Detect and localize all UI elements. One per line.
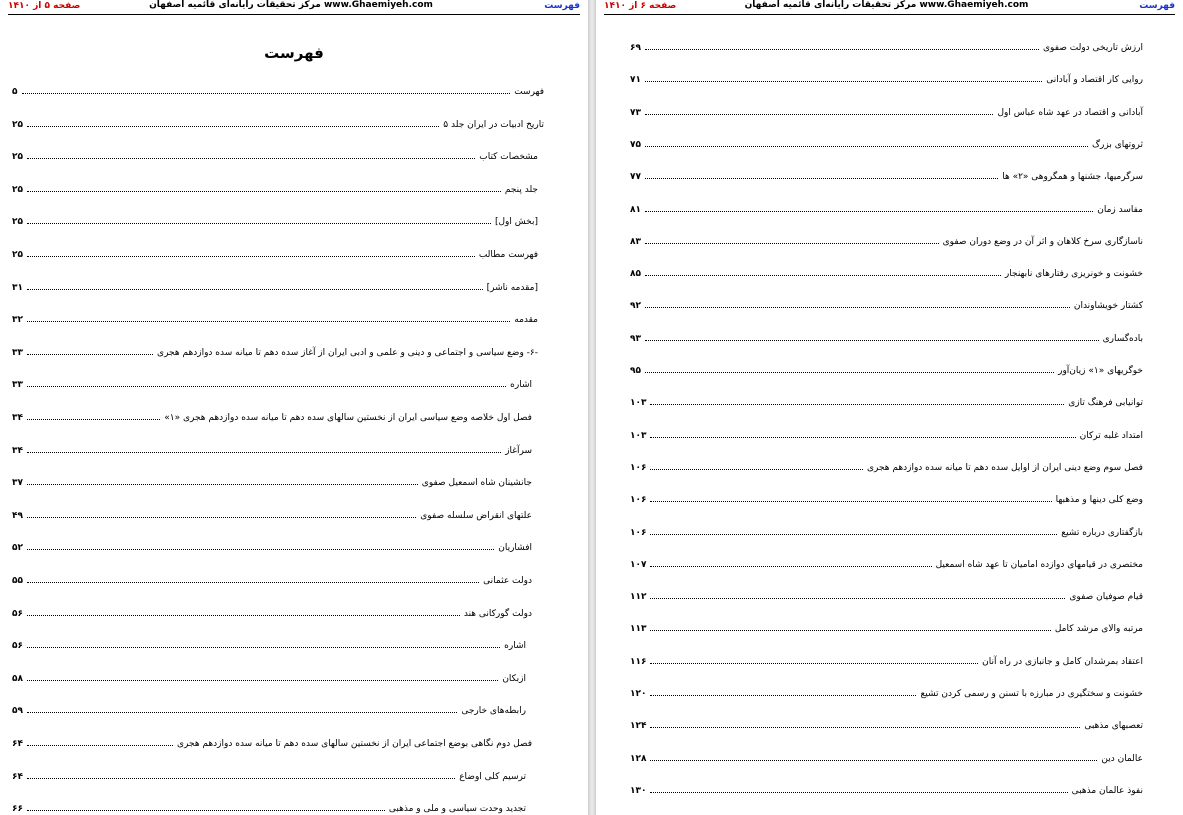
toc-entry-title: افشاریان [498, 543, 532, 554]
toc-entry[interactable] [630, 297, 1143, 311]
section-link[interactable]: فهرست [1139, 1, 1175, 11]
leader-dots [645, 243, 939, 244]
toc-entry-page: ۱۰۳ [630, 430, 647, 441]
leader-dots [645, 146, 1088, 147]
toc-entry[interactable] [12, 83, 544, 97]
toc-entry-page: ۳۳ [12, 380, 23, 391]
toc-entry[interactable] [12, 539, 544, 553]
toc-entry-page: ۱۰۶ [630, 527, 647, 538]
toc-entry-title: کشتار خویشاوندان [1073, 301, 1143, 312]
leader-dots [27, 582, 479, 583]
leader-dots [22, 93, 511, 94]
leader-dots [27, 745, 173, 746]
toc-entry-page: ۵۹ [12, 706, 23, 717]
leader-dots [27, 517, 416, 518]
toc-entry-page: ۲۵ [12, 217, 23, 228]
leader-dots [650, 501, 1051, 502]
toc-entry-title: سرگرمیها، جشنها و همگروهی «۲» ها [1002, 172, 1143, 183]
toc-entry-title: اشاره [504, 641, 526, 652]
toc-entry[interactable] [630, 233, 1143, 247]
toc-entry-title: امتداد غلبه ترکان [1079, 430, 1143, 441]
leader-dots [645, 211, 1093, 212]
toc-entry-page: ۵۵ [12, 576, 23, 586]
leader-dots [27, 778, 455, 779]
toc-entry-page: ۵ [12, 87, 18, 97]
leader-dots [650, 566, 931, 567]
toc-entry-title: مرتبه والای مرشد کامل [1054, 624, 1143, 635]
toc-entry[interactable] [630, 362, 1143, 376]
leader-dots [27, 810, 385, 811]
toc-entry[interactable] [630, 524, 1143, 538]
toc-entry-title: مفاسد زمان [1097, 204, 1143, 215]
toc-entry[interactable] [630, 168, 1143, 182]
toc-entry-page: ۳۴ [12, 413, 23, 423]
toc-entry[interactable] [630, 459, 1143, 473]
toc-entry-title: ترسیم کلی اوضاع [459, 771, 526, 782]
toc-entry[interactable] [12, 344, 544, 358]
leader-dots [27, 615, 460, 616]
toc-entry-page: ۱۲۴ [630, 721, 647, 732]
toc-entry[interactable] [630, 750, 1143, 764]
toc-entry-page: ۵۸ [12, 673, 23, 684]
leader-dots [650, 760, 1097, 761]
toc-entry-title: خوگریهای «۱» زیان‌آور [1058, 366, 1143, 376]
leader-dots [650, 534, 1057, 535]
toc-entry-page: ۲۵ [12, 152, 23, 163]
site-url[interactable]: www.Ghaemiyeh.com [919, 0, 1029, 10]
toc-entry[interactable] [12, 474, 544, 488]
toc-entry[interactable] [630, 685, 1143, 699]
toc-entry-title: قیام صوفیان صفوی [1069, 592, 1143, 603]
toc-entry-title: فصل سوم وضع دینی ایران از اوایل سده دهم تا میانه سده دوازدهم هجری [866, 462, 1143, 473]
page-header [596, 0, 1183, 14]
toc-entry-title: تجدید وحدت سیاسی و ملی و مذهبی [388, 804, 526, 815]
toc-entry-title: جانشینان شاه اسمعیل صفوی [421, 478, 532, 489]
toc-entry[interactable] [12, 702, 544, 716]
leader-dots [645, 340, 1099, 341]
toc-entry[interactable] [12, 800, 544, 814]
toc-entry-page: ۹۳ [630, 333, 641, 344]
toc-entry-page: ۱۰۶ [630, 462, 647, 473]
toc-entry-title: ازبکان [502, 673, 526, 684]
toc-entry[interactable] [12, 670, 544, 684]
leader-dots [650, 695, 916, 696]
toc-entry-page: ۸۵ [630, 269, 641, 280]
toc-entry-title: علتهای انقراض سلسله صفوی [420, 510, 532, 521]
leader-dots [27, 191, 501, 192]
toc-entry[interactable] [12, 246, 544, 260]
toc-entry-title: باده‌گساری [1102, 333, 1143, 344]
leader-dots [645, 114, 993, 115]
toc-entry-title: مشخصات کتاب [479, 152, 538, 163]
toc-entry[interactable] [630, 782, 1143, 796]
toc-entry-title: رابطه‌های خارجی [461, 706, 526, 717]
toc-entry-page: ۶۹ [630, 43, 641, 53]
toc-entry[interactable] [630, 71, 1143, 85]
toc-entry-page: ۵۶ [12, 608, 23, 619]
toc-entry[interactable] [12, 409, 544, 423]
toc-entry[interactable] [630, 427, 1143, 441]
toc-entry-title: وضع کلی دینها و مذهبها [1055, 495, 1143, 506]
page-header [0, 0, 588, 14]
left-page [0, 0, 588, 815]
leader-dots [27, 680, 498, 681]
toc-entry-title: بازگفتاری درباره تشیع [1061, 527, 1143, 538]
toc-entry-page: ۷۵ [630, 139, 641, 150]
toc-entry-page: ۱۲۸ [630, 753, 647, 764]
toc-entry-title: نفوذ عالمان مذهبی [1071, 785, 1143, 796]
leader-dots [650, 663, 978, 664]
toc-entry[interactable] [12, 637, 544, 651]
right-page [596, 0, 1183, 815]
leader-dots [650, 630, 1050, 631]
toc-entry-page: ۱۰۳ [630, 398, 647, 409]
leader-dots [27, 386, 506, 387]
toc-entry-title: تعصبهای مذهبی [1084, 721, 1143, 732]
toc-entry[interactable] [12, 279, 544, 293]
header-divider [8, 14, 580, 15]
toc-entry[interactable] [630, 201, 1143, 215]
leader-dots [645, 178, 998, 179]
toc-entry-page: ۹۲ [630, 301, 641, 312]
toc-entry[interactable] [12, 213, 544, 227]
leader-dots [27, 647, 500, 648]
toc-entry[interactable] [630, 588, 1143, 602]
leader-dots [650, 727, 1080, 728]
leader-dots [645, 307, 1070, 308]
leader-dots [27, 354, 153, 355]
leader-dots [650, 792, 1067, 793]
page-number: صفحه ۵ از ۱۴۱۰ [8, 1, 81, 11]
leader-dots [650, 469, 862, 470]
toc-entry-title: اعتقاد بمرشدان کامل و جانبازی در راه آنان [982, 656, 1143, 667]
header-center [596, 0, 1183, 10]
toc-entry[interactable] [630, 39, 1143, 53]
toc-entry-page: ۱۲۰ [630, 689, 647, 699]
toc-entry-page: ۸۱ [630, 204, 641, 215]
toc-entry-title: ناسازگاری سرخ کلاهان و اثر آن در وضع دوران صفوی [942, 236, 1143, 247]
toc-entry[interactable] [12, 572, 544, 586]
toc-entry[interactable] [12, 442, 544, 456]
header-center [0, 0, 588, 10]
leader-dots [650, 598, 1065, 599]
toc-entry-title: جلد پنجم [504, 184, 538, 195]
toc-entry-page: ۶۴ [12, 739, 23, 749]
toc-entry[interactable] [630, 104, 1143, 118]
toc-entry-page: ۴۹ [12, 510, 23, 521]
toc-entry-title: اشاره [510, 380, 532, 391]
toc-entry-page: ۱۳۰ [630, 785, 647, 796]
toc-entry[interactable] [12, 148, 544, 162]
leader-dots [27, 256, 475, 257]
toc-entry-title: عالمان دین [1101, 753, 1143, 764]
toc-entry-page: ۲۵ [12, 184, 23, 195]
toc-entry-page: ۳۴ [12, 445, 23, 456]
toc-entry-title: توانیابی فرهنگ تازی [1068, 398, 1143, 409]
toc-entry[interactable] [630, 394, 1143, 408]
toc-entry-page: ۵۶ [12, 641, 23, 652]
toc-entry-title: مختصری در قیامهای دوازده امامیان تا عهد شاه اسمعیل [935, 559, 1143, 570]
toc-entry-title: مقدمه [514, 315, 538, 326]
header-divider [604, 14, 1175, 15]
toc-entry-title: فهرست مطالب [478, 250, 538, 260]
toc-entry-page: ۵۲ [12, 543, 23, 554]
center-title: مرکز تحقیقات رایانه‌ای قائمیه اصفهان [744, 0, 917, 10]
leader-dots [27, 126, 439, 127]
toc-entry[interactable] [630, 717, 1143, 731]
section-link[interactable]: فهرست [544, 1, 580, 11]
toc-entry-page: ۷۳ [630, 107, 641, 118]
toc-entry-title: دولت گورکانی هند [463, 608, 532, 619]
leader-dots [645, 49, 1039, 50]
toc-entry-page: ۳۳ [12, 347, 23, 358]
toc-entry-title: فهرست [514, 87, 544, 97]
leader-dots [650, 437, 1075, 438]
toc-entry[interactable] [630, 653, 1143, 667]
toc-entry-page: ۳۲ [12, 315, 23, 326]
toc-entry[interactable] [12, 376, 544, 390]
toc-entry-title: [مقدمه ناشر] [486, 282, 538, 293]
toc-entry[interactable] [630, 265, 1143, 279]
toc-entry-title: روایی کار اقتصاد و آبادانی [1046, 75, 1143, 86]
page-gutter [588, 0, 596, 815]
toc-entry-page: ۸۳ [630, 236, 641, 247]
toc-entry-title: دولت عثمانی [483, 576, 532, 586]
leader-dots [27, 484, 418, 485]
toc-entry-title: خشونت و خونریزی رفتارهای نابهنجار [1004, 269, 1143, 280]
toc-entry-title: [بخش اول] [494, 217, 538, 228]
toc-entry[interactable] [12, 507, 544, 521]
leader-dots [27, 452, 501, 453]
toc-entry[interactable] [630, 620, 1143, 634]
toc-entry-page: ۹۵ [630, 366, 641, 376]
leader-dots [27, 289, 483, 290]
toc-entry[interactable] [12, 768, 544, 782]
leader-dots [27, 223, 491, 224]
toc-entry-page: ۱۱۶ [630, 656, 647, 667]
toc-entry-page: ۱۱۳ [630, 624, 647, 635]
toc-entry[interactable] [630, 491, 1143, 505]
toc-entry-title: -۶- وضع سیاسی و اجتماعی و دینی و علمی و ادبی ایران از آغاز سده دهم تا میانه سده دوازدهم هجری [157, 347, 538, 358]
toc-entry[interactable] [12, 311, 544, 325]
leader-dots [27, 712, 457, 713]
toc-entry-page: ۳۱ [12, 282, 23, 293]
toc-entry-title: سرآغاز [505, 445, 532, 456]
toc-entry-title: آبادانی و اقتصاد در عهد شاه عباس اول [997, 107, 1143, 118]
toc-entry-page: ۷۷ [630, 172, 641, 183]
toc-entry[interactable] [630, 330, 1143, 344]
leader-dots [27, 549, 494, 550]
toc-entry-page: ۳۷ [12, 478, 23, 489]
toc-entry[interactable] [12, 116, 544, 130]
toc-entry-page: ۱۰۶ [630, 495, 647, 506]
leader-dots [645, 81, 1042, 82]
toc-entry-title: فصل اول خلاصه وضع سیاسی ایران از نخستین سالهای سده دهم تا میانه سده دوازدهم هجری «۱» [164, 413, 532, 423]
leader-dots [27, 419, 160, 420]
page-number: صفحه ۶ از ۱۴۱۰ [604, 1, 677, 11]
leader-dots [27, 158, 475, 159]
site-url[interactable]: www.Ghaemiyeh.com [323, 0, 433, 10]
toc-entry-title: تاریخ ادبیات در ایران جلد ۵ [443, 119, 544, 130]
leader-dots [650, 404, 1064, 405]
toc-entry-title: ارزش تاریخی دولت صفوی [1043, 43, 1143, 53]
toc-entry[interactable] [12, 605, 544, 619]
toc-entry-title: فصل دوم نگاهی بوضع اجتماعی ایران از نخستین سالهای سده دهم تا میانه سده دوازدهم هجری [177, 739, 532, 749]
toc-entry[interactable] [12, 735, 544, 749]
center-title: مرکز تحقیقات رایانه‌ای قائمیه اصفهان [149, 0, 321, 10]
toc-entry-page: ۲۵ [12, 250, 23, 260]
toc-entry[interactable] [12, 181, 544, 195]
toc-entry-title: ثروتهای بزرگ [1092, 139, 1143, 150]
toc-entry-page: ۱۰۷ [630, 559, 647, 570]
leader-dots [645, 372, 1054, 373]
toc-entry[interactable] [630, 556, 1143, 570]
toc-entry[interactable] [630, 136, 1143, 150]
toc-entry-page: ۷۱ [630, 75, 641, 86]
toc-entry-page: ۱۱۲ [630, 592, 647, 603]
toc-entry-title: خشونت و سختگیری در مبارزه با تسنن و رسمی کردن تشیع [920, 689, 1143, 699]
toc-entry-page: ۲۵ [12, 119, 23, 130]
leader-dots [27, 321, 510, 322]
leader-dots [645, 275, 1001, 276]
page-title: فهرست [264, 44, 324, 62]
toc-entry-page: ۶۶ [12, 804, 23, 815]
toc-entry-page: ۶۴ [12, 771, 23, 782]
